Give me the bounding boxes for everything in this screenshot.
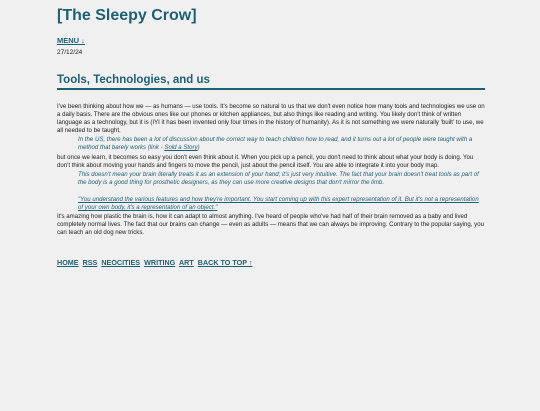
site-title: [The Sleepy Crow]: [57, 7, 197, 24]
post-date: 27/12/24: [57, 49, 83, 56]
footer-nav: [57, 258, 485, 267]
menu-link[interactable]: MENU ↓: [57, 36, 85, 45]
quote-1: [78, 136, 485, 152]
paragraph-3: It's amazing how plastic the brain is, how it can adapt to almost anything. I've heard of people who've had half of their brain removed as a baby and lived completely normal lives. The fact that our brains can change — even as adults — means that we can always be improving. Contrary to the popular saying, you can teach an old dog new tricks.: [57, 213, 485, 237]
quote-2: This doesn't mean your brain literally treats it as an extension of your hand; it's just very intuitive. The fact that your brain doesn't treat tools as part of the body is a good thing for prosthetic designers, as they can use more creative designs that don't mirror the limb.: [78, 170, 479, 186]
sold-a-story-link[interactable]: Sold a Story: [164, 144, 198, 152]
footer-home-link[interactable]: HOME: [57, 258, 79, 268]
page-container: [57, 6, 485, 267]
footer-writing-link[interactable]: WRITING: [144, 258, 176, 268]
footer-back-to-top-link[interactable]: BACK TO TOP ↑: [197, 258, 253, 268]
quote-3-link[interactable]: "You understand the various features and how they're important. You start coming up with this expert representation of it. But it's not a representation of your own body, it's a representation of an object.": [78, 195, 479, 212]
footer-art-link[interactable]: ART: [178, 258, 194, 268]
footer-rss-link[interactable]: RSS: [82, 258, 98, 268]
paragraph-1: I've been thinking about how we — as humans — use tools. It's become so natural to us that we don't even notice how many tools and technologies we use on a daily basis. There are the obvious ones like our phones or kitchen appliances, but also things like reading and writing. You likely don't think of written language as a technology, but it is (IYI it has been invented only four times in the history of humanity). As it is not something we were naturally 'built' to use, we all needed to be taught,: [57, 103, 485, 135]
post-title: Tools, Technologies, and us: [57, 73, 485, 90]
post-body: [57, 103, 485, 237]
quote-1-text: In the US, there has been a lot of discussion about the correct way to teach children how to read, and it turns out a lot of people were taught with a method that barely works (link -: [78, 136, 473, 152]
footer-neocities-link[interactable]: NEOCITIES: [101, 258, 141, 268]
paragraph-2: but once we learn, it becomes so easy you don't even think about it. When you pick up a pencil, you don't need to think about what your body is doing. You don't think about moving your hands and fingers to move the pencil, just about the pencil itself. You are able to integrate it into your body map.: [57, 153, 474, 169]
quote-1-end: ): [197, 144, 200, 152]
